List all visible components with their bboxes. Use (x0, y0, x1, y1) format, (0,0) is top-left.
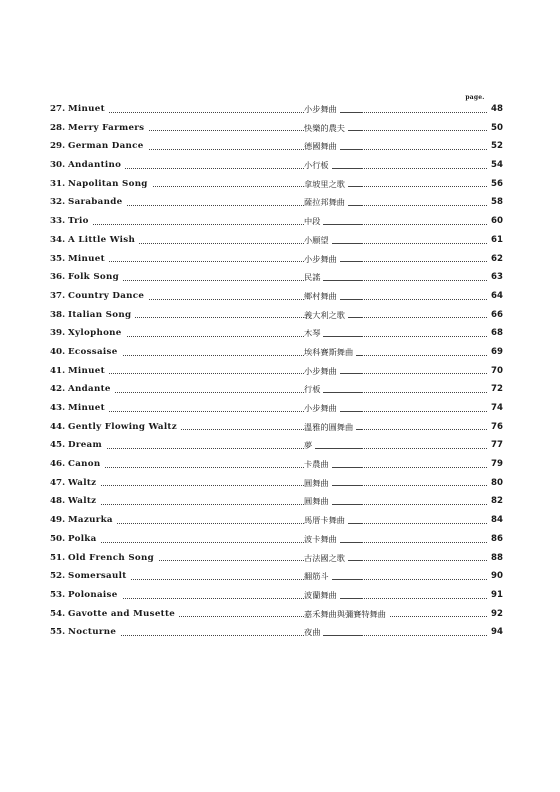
chinese-leader (304, 492, 503, 511)
entry-title: Minuet (68, 104, 109, 114)
entry-number: 36. (50, 272, 66, 283)
entry-title: Country Dance (68, 291, 148, 301)
toc-entry (50, 324, 503, 343)
chinese-leader (304, 231, 503, 250)
entry-page-number: 80 (490, 474, 503, 493)
table-of-contents (50, 100, 503, 642)
chinese-leader (304, 549, 503, 568)
entry-title: Xylophone (68, 328, 126, 338)
toc-entry (50, 399, 503, 418)
toc-entry (50, 343, 503, 362)
chinese-leader (304, 530, 503, 549)
entry-number: 52. (50, 571, 66, 582)
toc-entry (50, 567, 503, 586)
toc-entry (50, 623, 503, 642)
entry-page-number: 92 (490, 605, 503, 624)
chinese-leader (304, 586, 503, 605)
entry-page-number: 50 (490, 119, 503, 138)
entry-number: 34. (50, 234, 66, 245)
toc-entry (50, 474, 503, 493)
entry-chinese-title: 小步舞曲 (304, 104, 340, 114)
entry-chinese-title: 波蘭舞曲 (304, 590, 340, 600)
entry-title: Italian Song (68, 310, 135, 320)
entry-page-number: 82 (490, 492, 503, 511)
entry-title: Minuet (68, 254, 109, 264)
entry-title: German Dance (68, 141, 148, 151)
entry-page-number: 48 (490, 100, 503, 119)
entry-chinese-title: 行板 (304, 384, 323, 394)
chinese-leader (304, 268, 503, 287)
toc-entry (50, 175, 503, 194)
chinese-leader (304, 362, 503, 381)
entry-title: Waltz (68, 478, 100, 488)
entry-chinese-title: 小步舞曲 (304, 366, 340, 376)
entry-page-number: 77 (490, 436, 503, 455)
entry-number: 31. (50, 178, 66, 189)
entry-number: 42. (50, 384, 66, 395)
toc-entry (50, 306, 503, 325)
toc-entry (50, 418, 503, 437)
toc-entry (50, 100, 503, 119)
toc-entry (50, 212, 503, 231)
entry-title: Canon (68, 459, 104, 469)
entry-title: Gavotte and Musette (68, 609, 179, 619)
entry-chinese-title: 馬厝卡舞曲 (304, 515, 348, 525)
entry-page-number: 63 (490, 268, 503, 287)
entry-number: 55. (50, 627, 66, 638)
entry-number: 32. (50, 197, 66, 208)
chinese-leader (304, 380, 503, 399)
entry-chinese-title: 埃科賽斯舞曲 (304, 347, 356, 357)
toc-entry (50, 362, 503, 381)
entry-page-number: 88 (490, 549, 503, 568)
entry-chinese-title: 溫雅的圓舞曲 (304, 422, 356, 432)
entry-chinese-title: 夢 (304, 440, 315, 450)
entry-chinese-title: 鄉村舞曲 (304, 291, 340, 301)
chinese-leader (304, 137, 503, 156)
entry-chinese-title: 翻筋斗 (304, 571, 332, 581)
entry-title: Andante (68, 384, 115, 394)
toc-entry (50, 492, 503, 511)
chinese-leader (304, 100, 503, 119)
entry-number: 35. (50, 253, 66, 264)
entry-number: 53. (50, 589, 66, 600)
entry-title: Minuet (68, 403, 109, 413)
entry-title: Gently Flowing Waltz (68, 422, 181, 432)
entry-page-number: 74 (490, 399, 503, 418)
chinese-leader (304, 156, 503, 175)
entry-chinese-title: 薩拉邦舞曲 (304, 197, 348, 207)
chinese-leader (304, 306, 503, 325)
entry-number: 28. (50, 122, 66, 133)
entry-page-number: 69 (490, 343, 503, 362)
entry-page-number: 68 (490, 324, 503, 343)
chinese-leader (304, 399, 503, 418)
entry-page-number: 60 (490, 212, 503, 231)
entry-title: Sarabande (68, 197, 126, 207)
entry-chinese-title: 小步舞曲 (304, 403, 340, 413)
entry-title: Trio (68, 216, 93, 226)
toc-entry (50, 268, 503, 287)
entry-chinese-title: 嘉禾舞曲與彌賽特舞曲 (304, 609, 389, 619)
entry-title: A Little Wish (68, 235, 139, 245)
chinese-leader (304, 474, 503, 493)
entry-page-number: 91 (490, 586, 503, 605)
entry-page-number: 66 (490, 306, 503, 325)
entry-chinese-title: 民謠 (304, 272, 323, 282)
toc-entry (50, 137, 503, 156)
entry-page-number: 56 (490, 175, 503, 194)
entry-title: Polonaise (68, 590, 122, 600)
toc-entry (50, 455, 503, 474)
entry-page-number: 64 (490, 287, 503, 306)
entry-chinese-title: 中段 (304, 216, 323, 226)
entry-title: Folk Song (68, 272, 123, 282)
chinese-leader (304, 343, 503, 362)
entry-chinese-title: 夜曲 (304, 627, 323, 637)
chinese-leader (304, 623, 503, 642)
entry-page-number: 61 (490, 231, 503, 250)
entry-title: Minuet (68, 366, 109, 376)
toc-entry (50, 119, 503, 138)
entry-number: 43. (50, 403, 66, 413)
chinese-leader (304, 212, 503, 231)
toc-entry (50, 193, 503, 212)
entry-chinese-title: 圓舞曲 (304, 478, 332, 488)
entry-number: 48. (50, 496, 66, 507)
entry-chinese-title: 拿坡里之歌 (304, 179, 348, 189)
entry-number: 44. (50, 421, 66, 432)
entry-page-number: 79 (490, 455, 503, 474)
toc-entry (50, 231, 503, 250)
entry-page-number: 54 (490, 156, 503, 175)
entry-number: 33. (50, 216, 66, 227)
entry-title: Mazurka (68, 515, 117, 525)
entry-number: 39. (50, 328, 66, 339)
entry-chinese-title: 德國舞曲 (304, 141, 340, 151)
entry-title: Napolitan Song (68, 179, 152, 189)
chinese-leader (304, 175, 503, 194)
chinese-leader (304, 436, 503, 455)
entry-page-number: 62 (490, 250, 503, 269)
chinese-leader (304, 119, 503, 138)
page-column-label: page. (465, 94, 485, 101)
chinese-leader (304, 324, 503, 343)
entry-title: Ecossaise (68, 347, 122, 357)
entry-chinese-title: 義大利之歌 (304, 310, 348, 320)
entry-chinese-title: 木琴 (304, 328, 323, 338)
toc-entry (50, 436, 503, 455)
entry-chinese-title: 古法國之歌 (304, 553, 348, 563)
entry-page-number: 84 (490, 511, 503, 530)
entry-number: 29. (50, 141, 66, 152)
entry-page-number: 90 (490, 567, 503, 586)
entry-page-number: 86 (490, 530, 503, 549)
entry-title: Polka (68, 534, 101, 544)
toc-entry (50, 605, 503, 624)
entry-number: 41. (50, 365, 66, 376)
toc-entry (50, 549, 503, 568)
chinese-leader (304, 250, 503, 269)
entry-number: 47. (50, 477, 66, 488)
entry-number: 38. (50, 309, 66, 320)
entry-chinese-title: 卡農曲 (304, 459, 332, 469)
entry-number: 27. (50, 104, 66, 114)
entry-page-number: 76 (490, 418, 503, 437)
entry-title: Merry Farmers (68, 123, 148, 133)
toc-entry (50, 287, 503, 306)
entry-number: 46. (50, 459, 66, 470)
chinese-leader (304, 511, 503, 530)
entry-chinese-title: 圓舞曲 (304, 496, 332, 506)
entry-number: 51. (50, 552, 66, 563)
entry-chinese-title: 小願望 (304, 235, 332, 245)
entry-title: Nocturne (68, 627, 120, 637)
toc-entry (50, 156, 503, 175)
entry-number: 37. (50, 290, 66, 301)
chinese-leader (304, 605, 503, 624)
entry-page-number: 52 (490, 137, 503, 156)
entry-page-number: 70 (490, 362, 503, 381)
entry-title: Old French Song (68, 553, 158, 563)
chinese-leader (304, 193, 503, 212)
entry-page-number: 72 (490, 380, 503, 399)
chinese-leader (304, 567, 503, 586)
entry-number: 50. (50, 533, 66, 544)
toc-entry (50, 530, 503, 549)
entry-title: Andantino (68, 160, 125, 170)
toc-entry (50, 250, 503, 269)
chinese-leader (304, 455, 503, 474)
entry-title: Dream (68, 440, 106, 450)
entry-page-number: 94 (490, 623, 503, 642)
entry-title: Somersault (68, 571, 131, 581)
chinese-leader (304, 287, 503, 306)
toc-entry (50, 380, 503, 399)
entry-chinese-title: 快樂的農夫 (304, 123, 348, 133)
entry-number: 40. (50, 346, 66, 357)
toc-entry (50, 586, 503, 605)
entry-title: Waltz (68, 496, 100, 506)
entry-chinese-title: 小行板 (304, 160, 332, 170)
entry-number: 54. (50, 608, 66, 619)
entry-page-number: 58 (490, 193, 503, 212)
toc-entry (50, 511, 503, 530)
entry-chinese-title: 波卡舞曲 (304, 534, 340, 544)
entry-number: 45. (50, 440, 66, 451)
entry-chinese-title: 小步舞曲 (304, 254, 340, 264)
chinese-leader (304, 418, 503, 437)
entry-number: 30. (50, 160, 66, 171)
entry-number: 49. (50, 515, 66, 526)
